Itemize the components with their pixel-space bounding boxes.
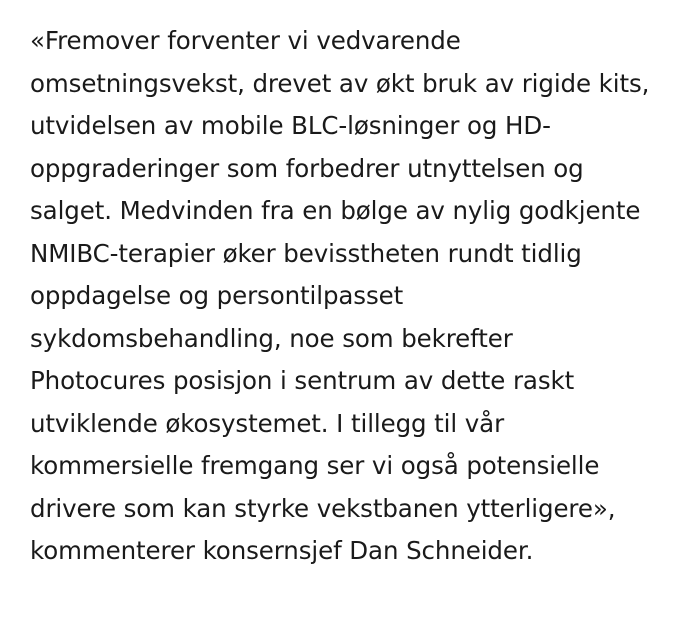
quote-line: utvidelsen av mobile BLC-løsninger og HD- xyxy=(30,111,551,140)
quote-line: oppgraderinger som forbedrer utnyttelsen og xyxy=(30,153,584,183)
quote-paragraph xyxy=(30,20,680,573)
quote-line: drivere som kan styrke vekstbanen ytterligere», xyxy=(30,493,616,523)
quote-line: utviklende økosystemet. I tillegg til vår xyxy=(30,408,505,438)
quote-line: NMIBC-terapier øker bevisstheten rundt tidlig xyxy=(30,238,582,268)
quote-line: salget. Medvinden fra en bølge av nylig godkjente xyxy=(30,196,641,225)
quote-line: oppdagelse og persontilpasset xyxy=(30,281,404,310)
quote-line: «Fremover forventer vi vedvarende xyxy=(30,26,461,55)
attribution-line: kommenterer konsernsjef Dan Schneider. xyxy=(30,536,534,565)
quote-line: kommersielle fremgang ser vi også potensielle xyxy=(30,451,600,480)
quote-line: omsetningsvekst, drevet av økt bruk av rigide kits, xyxy=(30,68,650,98)
quote-line: sykdomsbehandling, noe som bekrefter xyxy=(30,323,513,353)
quote-line: Photocures posisjon i sentrum av dette raskt xyxy=(30,366,575,395)
